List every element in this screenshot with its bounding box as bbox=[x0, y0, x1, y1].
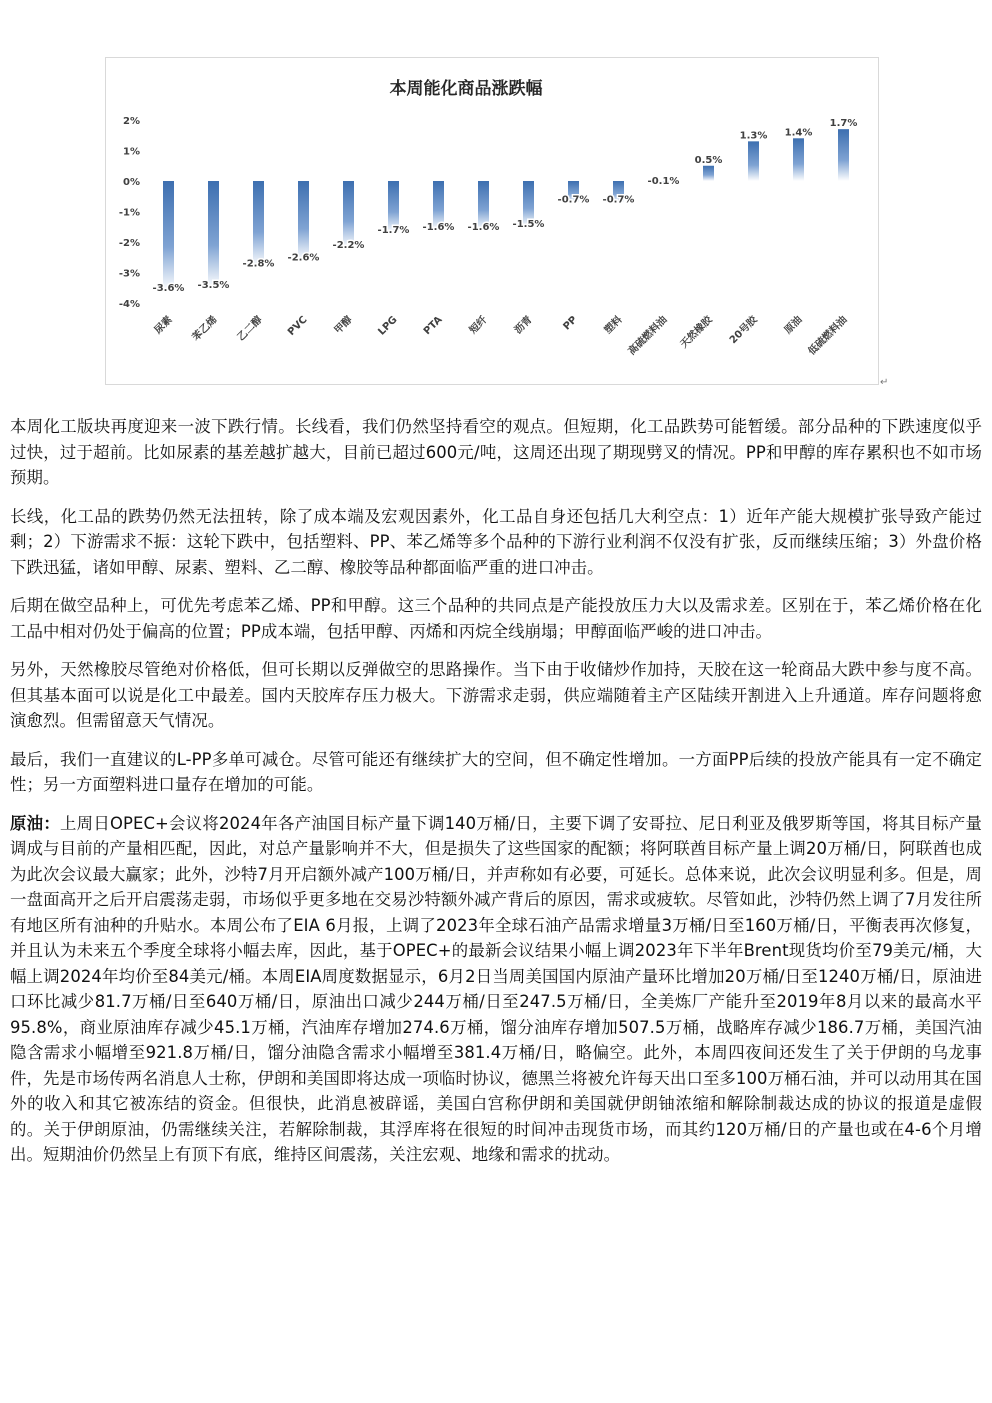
bar-value-label: -1.6% bbox=[422, 221, 455, 233]
x-category-label: 尿素 bbox=[152, 314, 175, 337]
bar-value-label: -0.7% bbox=[557, 194, 590, 206]
bar-value-label: -0.1% bbox=[647, 176, 680, 188]
bar-value-label: -3.6% bbox=[152, 282, 185, 294]
paragraph-text: 上周日OPEC+会议将2024年各产油国目标产量下调140万桶/日，主要下调了安哥拉、尼日利亚及俄罗斯等国，将其目标产量调成与目前的产量相匹配，因此，对总产量影响并不大，但是损失了这些国家的配额；将阿联酋目标产量上调20万桶/日，阿联酋也成为此次会议最大赢家；此外，沙特7月开启额外减产100万桶/日，并声称如有必要，可延长。总体来说，此次会议明显利多。但是，周一盘面高开之后开启震荡走弱，市场似乎更多地在交易沙特额外减产背后的原因，需求或疲软。尽管如此，沙特仍然上调了7月发往所有地区所有油种的升贴水。本周公布了EIA 6月报，上调了2023年全球石油产品需求增量3万桶/日至160万桶/日，平衡表再次修复，并且认为未来五个季度全球将小幅去库，因此，基于OPEC+的最新会议结果小幅上调2023年下半年Brent现货均价至79美元/桶，大幅上调2024年均价至84美元/桶。本周EIA周度数据显示，6月2日当周美国国内原油产量环比增加20万桶/日至1240万桶/日，原油进口环比减少81.7万桶/日至640万桶/日，原油出口减少244万桶/日至247.5万桶/日，全美炼厂产能升至2019年8月以来的最高水平95.8%，商业原油库存减少45.1万桶，汽油库存增加274.6万桶，馏分油库存增加507.5万桶，战略库存减少186.7万桶，美国汽油隐含需求小幅增至921.8万桶/日，馏分油隐含需求小幅增至381.4万桶/日，略偏空。此外，本周四夜间还发生了关于伊朗的乌龙事件，先是市场传两名消息人士称，伊朗和美国即将达成一项临时协议，德黑兰将被允许每天出口至多100万桶石油，并可以动用其在国外的收入和其它被冻结的资金。但很快，此消息被辟谣，美国白宫称伊朗和美国就伊朗铀浓缩和解除制裁达成的协议的报道是虚假的。关于伊朗原油，仍需继续关注，若解除制裁，其浮库将在很短的时间冲击现货市场，而其约120万桶/日的产量也或在4-6个月增出。短期油价仍然呈上有顶下有底，维持区间震荡，关注宏观、地缘和需求的扰动。 bbox=[10, 813, 982, 1164]
x-category-label: 苯乙烯 bbox=[190, 314, 220, 344]
article-body bbox=[10, 414, 982, 1181]
bar-value-label: 1.4% bbox=[784, 127, 813, 139]
y-tick-label: -3% bbox=[118, 268, 140, 280]
bar-value-label: 1.7% bbox=[829, 118, 858, 130]
y-tick-label: -4% bbox=[118, 299, 140, 310]
x-category-label: 短纤 bbox=[467, 314, 490, 337]
bar-value-label: -3.5% bbox=[197, 279, 230, 291]
bar bbox=[208, 181, 219, 288]
bar bbox=[748, 141, 759, 181]
bar-value-label: -1.7% bbox=[377, 224, 410, 236]
bar-value-label: 1.3% bbox=[739, 130, 768, 142]
x-category-label: 甲醇 bbox=[332, 314, 355, 337]
x-axis bbox=[151, 312, 850, 357]
article-paragraph bbox=[10, 414, 982, 491]
x-category-label: PVC bbox=[285, 314, 310, 338]
article-paragraph bbox=[10, 747, 982, 798]
x-category-label: 高硫燃料油 bbox=[626, 314, 670, 358]
paragraph-text: 本周化工版块再度迎来一波下跌行情。长线看，我们仍然坚持看空的观点。但短期，化工品跌势可能暂缓。部分品种的下跌速度似乎过快，过于超前。比如尿素的基差越扩越大，目前已超过600元/吨，这周还出现了期现劈叉的情况。PP和甲醇的库存累积也不如市场预期。 bbox=[10, 417, 982, 487]
x-category-label: 塑料 bbox=[602, 314, 625, 337]
article-paragraph bbox=[10, 593, 982, 644]
bar bbox=[298, 181, 309, 260]
x-category-label: 沥青 bbox=[512, 314, 535, 337]
paragraph-mark-icon: ↵ bbox=[880, 377, 889, 388]
y-tick-label: -2% bbox=[118, 238, 140, 249]
x-category-label: PTA bbox=[421, 314, 445, 338]
paragraph-text: 长线，化工品的跌势仍然无法扭转，除了成本端及宏观因素外，化工品自身还包括几大利空点：1）近年产能大规模扩张导致产能过剩；2）下游需求不振：这轮下跌中，包括塑料、PP、苯乙烯等多个品种的下游行业利润不仅没有扩张，反而继续压缩；3）外盘价格下跌迅猛，诸如甲醇、尿素、塑料、乙二醇、橡胶等品种都面临严重的进口冲击。 bbox=[10, 506, 982, 577]
bar-value-label: 0.5% bbox=[694, 154, 723, 166]
x-category-label: 20号胶 bbox=[727, 314, 760, 347]
y-tick-label: 1% bbox=[123, 146, 140, 158]
commodity-change-chart bbox=[105, 57, 879, 385]
bar bbox=[703, 166, 714, 181]
x-category-label: 天然橡胶 bbox=[678, 314, 715, 351]
bar-value-label: -2.6% bbox=[287, 252, 320, 264]
article-paragraph bbox=[10, 504, 982, 581]
y-tick-label: 0% bbox=[123, 177, 140, 188]
x-category-label: 乙二醇 bbox=[235, 314, 265, 344]
y-axis bbox=[119, 116, 140, 310]
bar bbox=[253, 181, 264, 266]
chart-title: 本周能化商品涨跌幅 bbox=[389, 79, 543, 99]
paragraph-text: 最后，我们一直建议的L-PP多单可减仓。尽管可能还有继续扩大的空间，但不确定性增加。一方面PP后续的投放产能具有一定不确定性；另一方面塑料进口量存在增加的可能。 bbox=[10, 749, 982, 794]
paragraph-lead: 原油： bbox=[10, 813, 60, 833]
bar-value-label: -1.5% bbox=[512, 218, 545, 230]
bar bbox=[838, 129, 849, 181]
y-tick-label: -1% bbox=[118, 207, 140, 219]
bar-value-label: -0.7% bbox=[602, 194, 635, 206]
x-category-label: 低硫燃料油 bbox=[806, 314, 850, 358]
bar-value-label: -2.2% bbox=[332, 240, 365, 252]
x-category-label: PP bbox=[561, 314, 580, 333]
bar-value-label: -2.8% bbox=[242, 258, 275, 270]
bar bbox=[343, 181, 354, 248]
x-category-label: 原油 bbox=[782, 314, 805, 337]
bar bbox=[793, 138, 804, 181]
article-paragraph bbox=[10, 811, 982, 1168]
x-category-label: LPG bbox=[376, 314, 400, 338]
paragraph-text: 后期在做空品种上，可优先考虑苯乙烯、PP和甲醇。这三个品种的共同点是产能投放压力大以及需求差。区别在于，苯乙烯价格在化工品中相对仍处于偏高的位置；PP成本端，包括甲醇、丙烯和丙烷全线崩塌；甲醇面临严峻的进口冲击。 bbox=[10, 596, 982, 641]
paragraph-text: 另外，天然橡胶尽管绝对价格低，但可长期以反弹做空的思路操作。当下由于收储炒作加持，天胶在这一轮商品大跌中参与度不高。但其基本面可以说是化工中最差。国内天胶库存压力极大。下游需求走弱，供应端随着主产区陆续开割进入上升通道。库存问题将愈演愈烈。但需留意天气情况。 bbox=[10, 660, 982, 730]
bar bbox=[163, 181, 174, 291]
chart-canvas bbox=[106, 58, 880, 386]
bar-value-label: -1.6% bbox=[467, 221, 500, 233]
y-tick-label: 2% bbox=[123, 116, 140, 127]
article-paragraph bbox=[10, 657, 982, 734]
